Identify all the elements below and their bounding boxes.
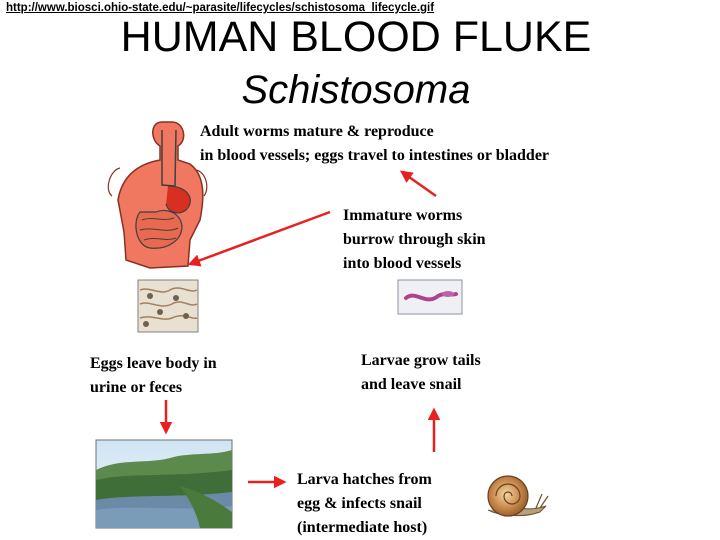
larva-caption-line: Larva hatches from [297,471,432,488]
immature-caption-line: burrow through skin [343,231,486,248]
page-subtitle: Schistosoma [241,68,471,112]
larvae-stage-caption [361,349,481,397]
immature-caption-line: Immature worms [343,207,463,224]
immature-stage-caption [343,204,486,276]
larva-caption-line: (intermediate host) [297,519,428,536]
larvae-caption-line: and leave snail [361,376,462,393]
river-landscape-illustration [96,440,232,528]
eggs-caption-line: Eggs leave body in [90,355,217,372]
adult-caption-line: Adult worms mature & reproduce [200,123,434,140]
larvae-caption-line: Larvae grow tails [361,352,481,369]
eggs-caption-line: urine or feces [90,379,183,396]
adult-stage-caption [200,120,549,168]
larva-caption-line: egg & infects snail [297,495,422,512]
snail-illustration [488,476,548,516]
arrow-to-adult-stage [402,172,436,196]
immature-caption-line: into blood vessels [343,255,462,272]
larva-stage-caption [297,468,432,540]
human-body-illustration [108,122,207,268]
source-url-link[interactable]: http://www.biosci.ohio-state.edu/~parasite/lifecycles/schistosoma_lifecycle.gif [6,2,435,14]
page-title: HUMAN BLOOD FLUKE [120,13,592,61]
arrow-to-blood-vessels [190,212,330,264]
adult-caption-line: in blood vessels; eggs travel to intestines or bladder [200,147,550,164]
eggs-stage-caption [90,352,217,400]
eggs-micrograph-illustration [138,280,198,332]
immature-worm-illustration [398,280,462,314]
